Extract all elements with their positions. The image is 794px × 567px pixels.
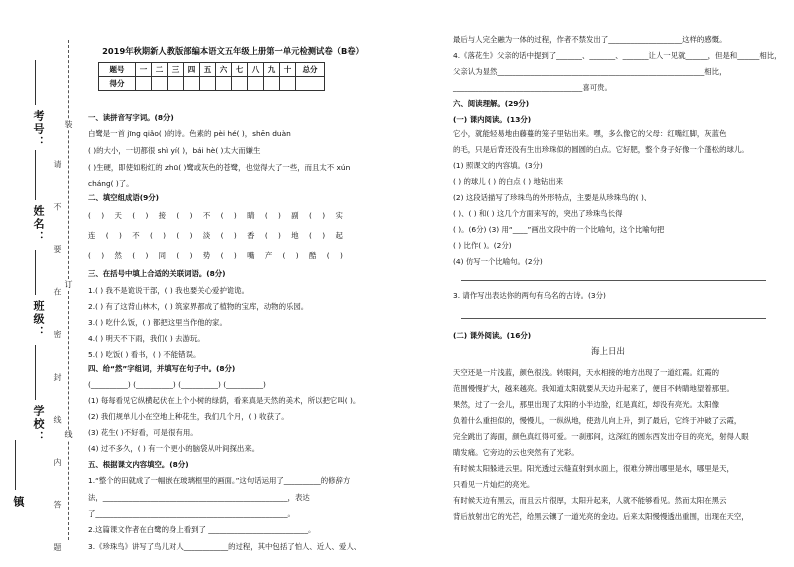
reading-q1: (1) 照课文的内容填。(3分) [453,161,543,170]
score-cell[interactable] [184,77,200,91]
section-1-line-1: 白鹭是一首 jīng qiǎo( )的诗。色素的 pèi hé( )，shēn duàn [88,129,291,138]
passage-1-line-1: 它小，就能轻易地由藤蔓的笼子里钻出来。嘿，多么像它的父母：红嘴红脚，灰蓝色 [453,129,727,138]
section-1-heading: 一、读拼音写字词。(8分) [88,113,174,122]
article-line-6: 睛发痛。它旁边的云也突然有了光彩。 [453,448,579,457]
ran-item-4: (4) 过不多久，( ) 有一个更小的脑袋从叶间探出来。 [88,444,260,453]
binding-school-line [35,345,36,400]
score-cell[interactable] [200,77,216,91]
score-col-6: 六 [216,63,232,77]
binding-name-line [35,150,36,200]
ran-item-3: (3) 花生( )不好看，可是很有用。 [88,428,198,437]
section-2-heading: 二、填空组成语(9分) [88,193,160,202]
fill-q1-line-c: 了____________________________________________________。 [88,509,295,518]
score-table [98,62,325,91]
score-col-4: 四 [184,63,200,77]
reading-q5: 3. 请作写出表达你的两句有乌名的古诗。(3分) [453,291,606,300]
binding-town-line [15,440,16,490]
passage-1-line-2: 的毛，只是后背还没有生出珍珠似的圆圆的白点。它好肥，整个身子好像一个蓬松的球儿。 [453,145,749,154]
idiom-row-1: ( ) 天 ( ) 接 ( ) 不 ( ) 睛 ( ) 副 ( ) 实 [88,211,343,220]
conjunction-item-3: 3.( ) 吃什么饭，( ) 都把这里当作他的家。 [88,318,227,327]
seal-dashed-line [68,40,69,540]
fill-q1-line-a: 1.“整个的田就成了一幅嵌在玻璃框里的画面。”这句话运用了__________的修辞方 [88,476,351,485]
reading-q4: (4) 仿写一个比喻句。(2分) [453,257,543,266]
score-row-scores [99,77,325,91]
score-header-label: 题号 [99,63,136,77]
reading-q2-line-3: ( )。(6分) (3) 用“____”画出文段中的一个比喻句，这个比喻句把 [453,225,665,234]
right-q4-line-3: ___________________________________喜可贵。 [453,83,612,92]
reading-q2-line-2: ( )、( ) 和( ) 这几个方面来写的，突出了珍珠鸟长得 [453,209,623,218]
article-line-5: 完全跳出了海面，颜色真红得可爱。一刹那间，这深红的圆东西发出夺目的亮光，射得人眼 [453,432,749,441]
score-cell[interactable] [248,77,264,91]
right-q4-line-1: 4.《落花生》父亲的话中提到了_______、_______、_______让人一见就______，但是和______相比， [453,51,782,60]
article-line-1: 天空还是一片浅蓝，颜色很浅。转眼间，天水相接的地方出现了一道红霞。红霞的 [453,368,720,377]
score-col-1: 一 [136,63,152,77]
section-6-heading: 六、阅读理解。(29分) [453,99,530,108]
score-cell[interactable] [232,77,248,91]
extra-reading-heading: (二) 课外阅读。(16分) [453,331,532,340]
binding-exam-no-line [35,60,36,105]
score-cell-total[interactable] [296,77,325,91]
idiom-row-3: ( ) 然 ( ) 同 ( ) 势 ( ) 嘴 产 ( ) 酷 ( ) [88,251,343,260]
ran-item-1: (1) 每每看见它纵横起伏在上个小树的绿荫，看来真是天然的美术，所以把它叫( )。 [88,396,361,405]
section-1-line-3: ( )生硬，即使如粉红的 zhū( )鹭或灰色的苍鹭，也觉得大了一些，而且太不 xún [88,163,351,172]
ran-word-blanks: (__________) (__________) (__________) (__________) [88,380,266,389]
score-col-7: 七 [232,63,248,77]
answer-line-2 [461,318,766,319]
fill-q1-line-b: 法，__________________________________________________，表达 [88,493,310,502]
article-title: 海上日出 [590,347,625,357]
score-col-3: 三 [168,63,184,77]
reading-q2: (2) 这段话描写了珍珠鸟的外形特点，主要是从珍珠鸟的( )、 [453,193,652,202]
section-3-heading: 三、在括号中填上合适的关联词语。(8分) [88,269,226,278]
reading-q1-blanks: ( ) 的球儿 ( ) 的白点 ( ) 地钻出来 [453,177,564,186]
binding-town-label: 镇 [12,496,25,509]
conjunction-item-4: 4.( ) 明天不下雨，我们( ) 去游玩。 [88,334,205,343]
seal-word-2: 订 [64,280,73,290]
score-row-label: 得分 [99,77,136,91]
conjunction-item-2: 2.( ) 有了这背山林木，( ) 筑家界都成了植物的宝库，动物的乐园。 [88,302,309,311]
article-line-3: 果然，过了一会儿，那里出现了太阳的小半边脸，红是真红，却没有亮光。太阳像 [453,400,720,409]
article-line-8: 只看见一片灿烂的亮光。 [453,480,535,489]
seal-note: 请 不 要 在 密 封 线 内 答 题 [53,160,62,567]
right-q4-line-2: 父亲认为显然________________________________________________________相比， [453,67,727,76]
idiom-row-2: 连 ( ) 不 ( ) ( ) 淡 ( ) 香 ( ) 地 ( ) 起 [88,231,343,240]
score-cell[interactable] [152,77,168,91]
score-col-8: 八 [248,63,264,77]
section-1-line-2: ( )的大小，一切都很 shì yí( )，bái hè( )太大而嫌生 [88,146,261,155]
score-col-5: 五 [200,63,216,77]
article-line-9: 有时候天边有黑云，而且云片很厚，太阳升起来，人就不能够看见。然而太阳在黑云 [453,496,727,505]
score-cell[interactable] [136,77,152,91]
score-cell[interactable] [264,77,280,91]
section-1-line-4: chánɡ( )了。 [88,179,134,188]
right-cont-line-1: 最后与人完全融为一体的过程，作者不禁发出了____________________这样的感慨。 [453,35,727,44]
binding-class-line [35,250,36,295]
article-line-7: 有时候太阳躲进云里。阳光透过云缝直射到水面上，很难分辨出哪里是水，哪里是天， [453,464,734,473]
score-col-10: 十 [280,63,296,77]
section-5-heading: 五、根据课文内容填空。(8分) [88,460,189,469]
score-cell[interactable] [216,77,232,91]
article-line-4: 负着什么重担似的，慢慢儿，一纵纵地，使劲儿向上升，到了最后，它终于冲破了云霞， [453,416,742,425]
score-col-2: 二 [152,63,168,77]
reading-q3-line: ( ) 比作( )。(2分) [453,241,512,250]
fill-q2: 2.这篇课文作者在白鹭的身上看到了 ___________________________。 [88,525,316,534]
conjunction-item-1: 1.( ) 我不是诡说干部，( ) 我也要关心爱护诡诡。 [88,286,250,295]
conjunction-item-5: 5.( ) 吃饭( ) 看书，( ) 不能错误。 [88,350,201,359]
score-col-total: 总分 [296,63,325,77]
score-cell[interactable] [280,77,296,91]
score-row-header [99,63,325,77]
binding-name-label: 姓名： [32,205,45,244]
binding-school-label: 学校： [32,405,45,444]
answer-line-1 [461,280,766,281]
seal-word-1: 装 [64,120,73,130]
binding-exam-no-label: 考号： [32,110,45,149]
binding-class-label: 班级： [32,300,45,339]
seal-word-3: 线 [64,430,73,440]
page-title: 2019年秋期新人教版部编本语文五年级上册第一单元检测试卷（B卷） [102,46,364,56]
section-4-heading: 四、给“然”字组词，并填写在句子中。(8分) [88,364,236,373]
fill-q3: 3.《珍珠鸟》讲写了鸟儿对人____________的过程，其中包括了怕人、近人、爱人、 [88,542,362,551]
article-line-2: 范围慢慢扩大，越来越亮。我知道太阳就要从天边升起来了，便目不转睛地望着那里。 [453,384,734,393]
in-class-reading-heading: (一) 课内阅读。(13分) [453,115,532,124]
score-cell[interactable] [168,77,184,91]
article-line-10: 背后放射出它的光芒，给黑云镶了一道光亮的金边。后来太阳慢慢透出重围，出现在天空， [453,512,749,521]
ran-item-2: (2) 我们规单儿小在空地上种花生，我们几个月，( ) 收获了。 [88,412,289,421]
score-col-9: 九 [264,63,280,77]
